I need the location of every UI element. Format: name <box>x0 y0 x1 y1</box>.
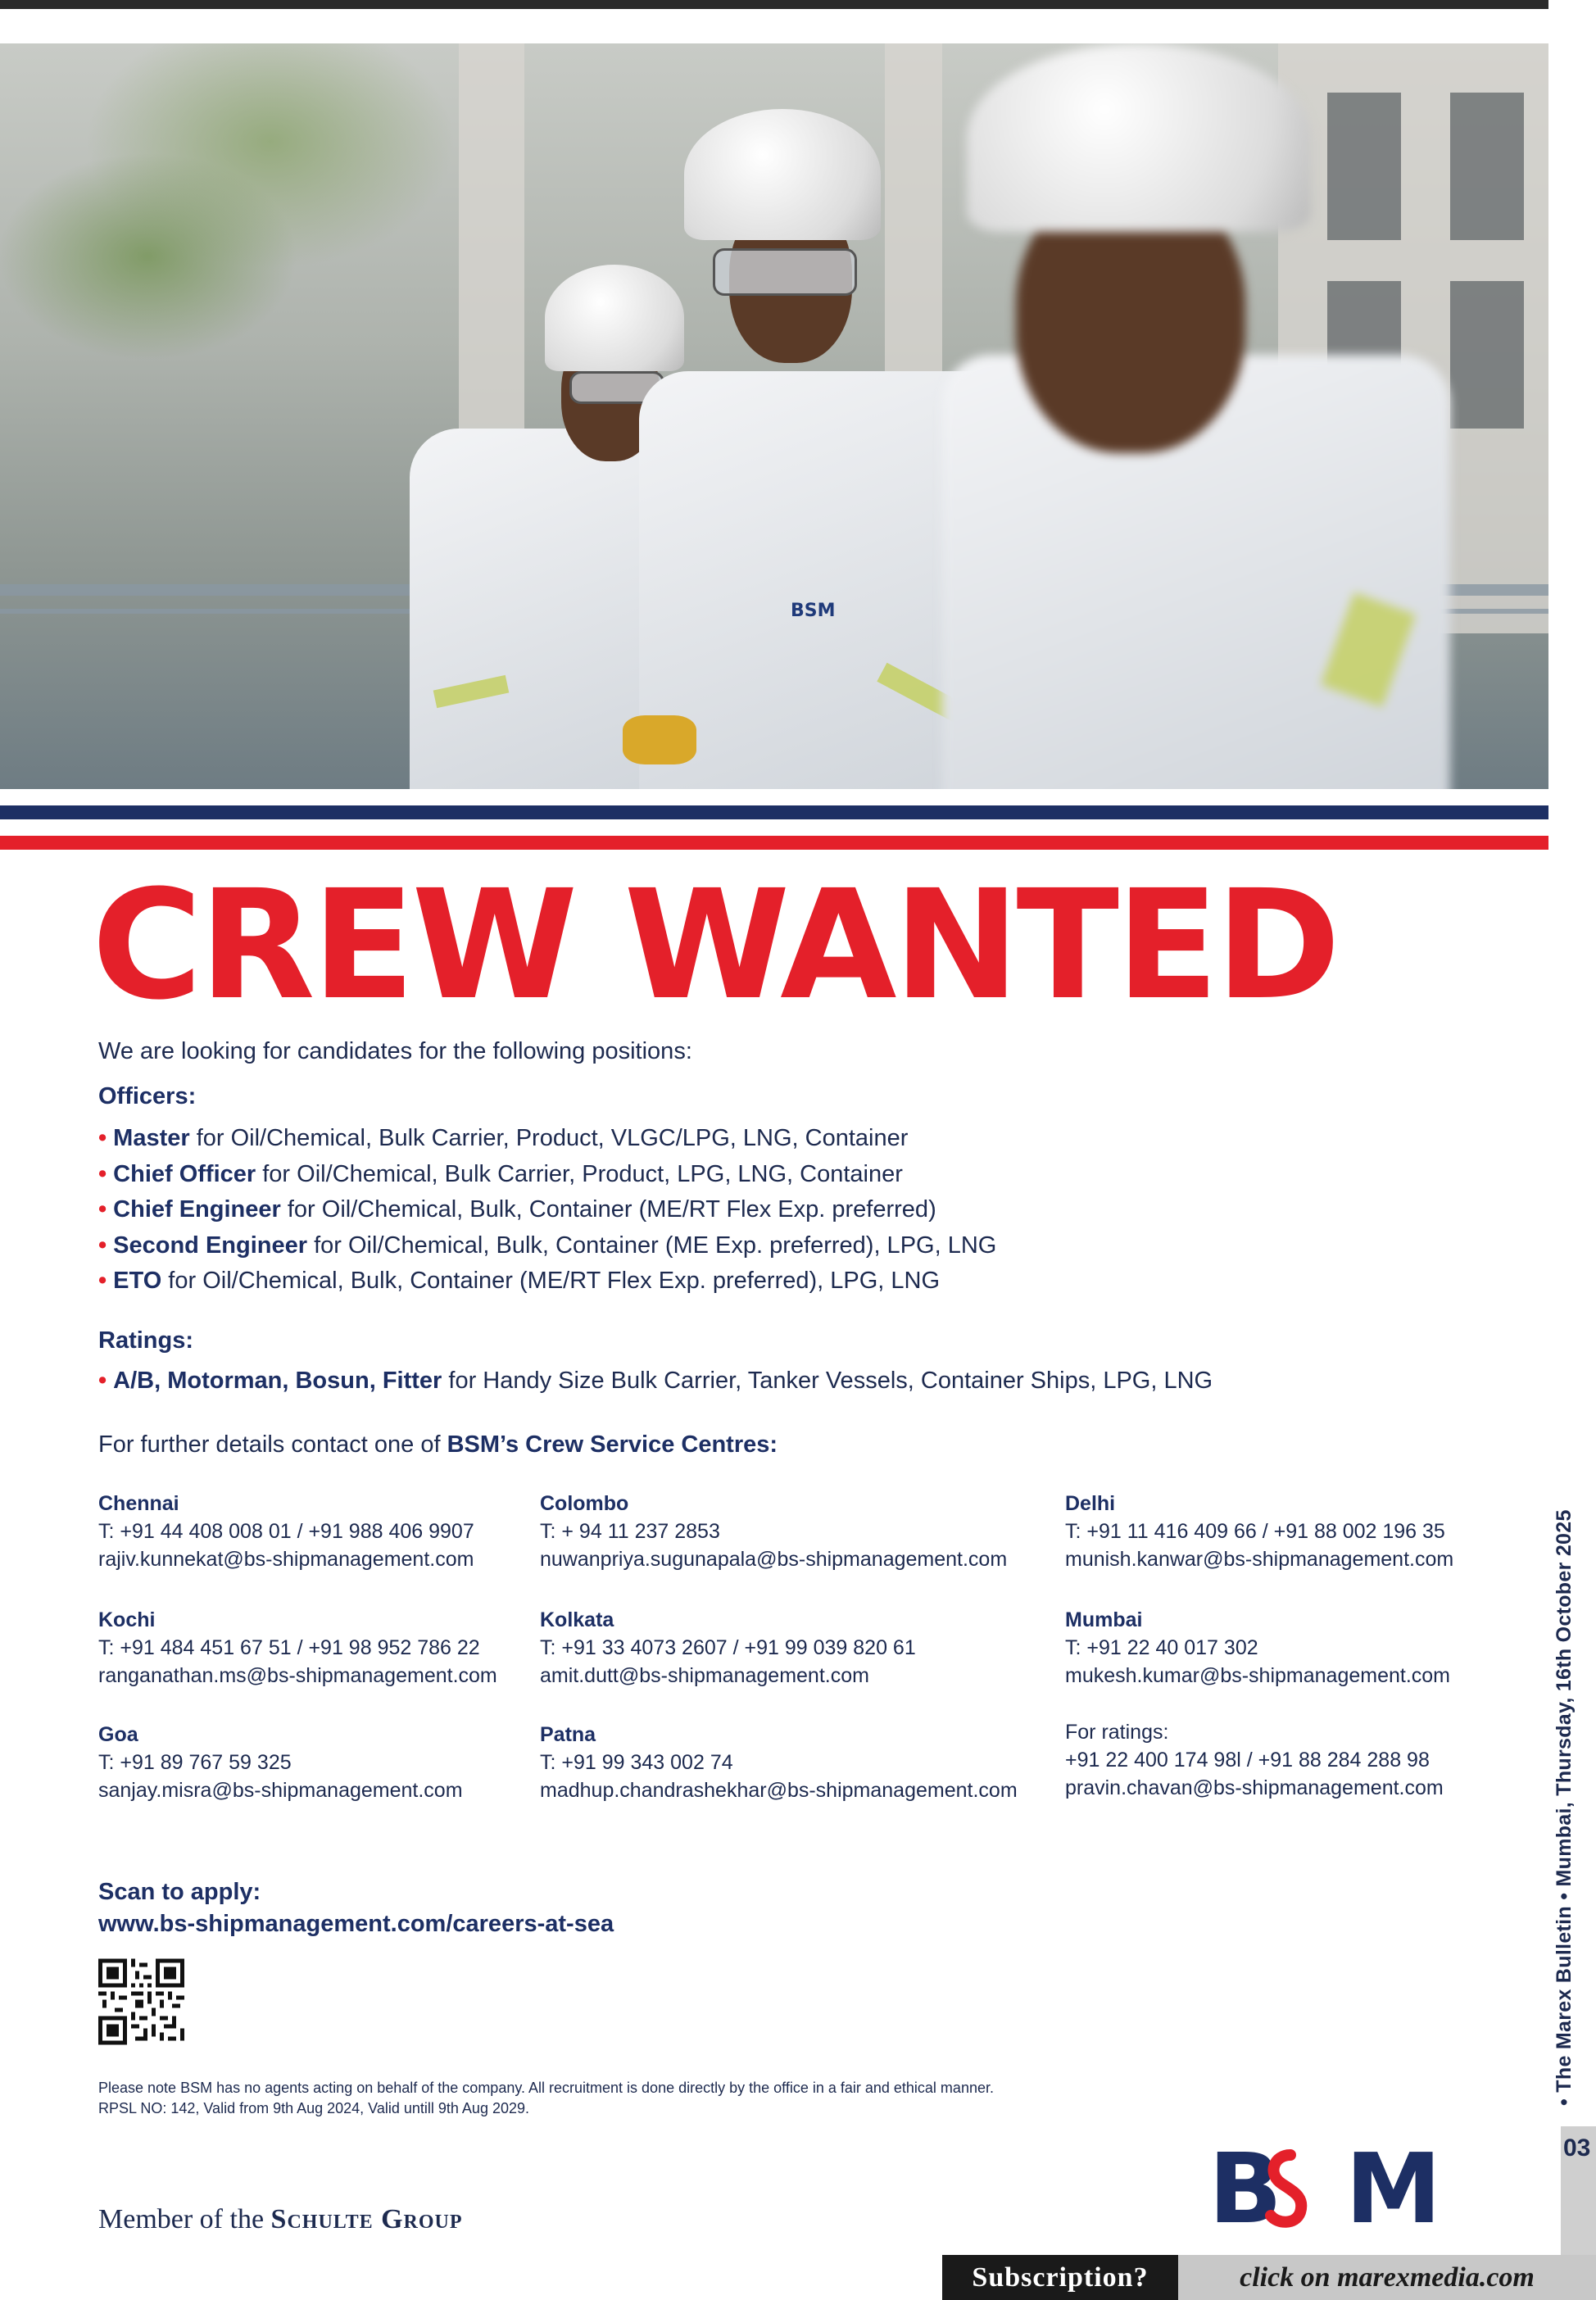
apply-block <box>98 1876 614 1940</box>
subscription-bar <box>942 2255 1596 2300</box>
subscription-label: Subscription? <box>942 2255 1178 2300</box>
publication-sidebar: • The Marex Bulletin • Mumbai, Thursday, 16th October 2025 <box>1553 1509 1576 2106</box>
group-name: Schulte Group <box>270 2204 463 2234</box>
office-mumbai <box>1065 1606 1450 1690</box>
bsm-logo <box>1208 2140 1454 2230</box>
office-phone: T: + 94 11 237 2853 <box>540 1520 720 1543</box>
list-item <box>98 1157 996 1193</box>
office-email[interactable]: mukesh.kumar@bs-shipmanagement.com <box>1065 1664 1451 1687</box>
office-phone: T: +91 89 767 59 325 <box>98 1751 292 1774</box>
list-item <box>98 1228 996 1264</box>
position-role: ETO <box>113 1268 162 1294</box>
red-stripe <box>0 836 1548 850</box>
office-email[interactable]: munish.kanwar@bs-shipmanagement.com <box>1065 1548 1454 1571</box>
office-kochi <box>98 1606 497 1690</box>
office-patna <box>540 1721 1018 1804</box>
office-city: Chennai <box>98 1492 179 1515</box>
position-role: A/B, Motorman, Bosun, Fitter <box>113 1368 442 1394</box>
office-phone: T: +91 11 416 409 66 / +91 88 002 196 35 <box>1065 1520 1445 1543</box>
position-desc: for Oil/Chemical, Bulk, Container (ME/RT Flex Exp. preferred) <box>280 1196 936 1223</box>
office-city: Colombo <box>540 1492 629 1515</box>
subscription-link[interactable]: click on marexmedia.com <box>1178 2255 1596 2300</box>
office-email[interactable]: rajiv.kunnekat@bs-shipmanagement.com <box>98 1548 474 1571</box>
list-item <box>98 1363 1213 1400</box>
position-role: Chief Engineer <box>113 1196 281 1223</box>
list-item <box>98 1121 996 1157</box>
intro-text: We are looking for candidates for the following positions: <box>98 1038 692 1064</box>
rpsl-line: RPSL NO: 142, Valid from 9th Aug 2024, Valid untill 9th Aug 2029. <box>98 2100 529 2116</box>
photo-bsm-badge: BSM <box>791 601 836 621</box>
office-phone: T: +91 22 40 017 302 <box>1065 1636 1258 1659</box>
office-city: Kochi <box>98 1608 156 1631</box>
office-delhi <box>1065 1490 1453 1573</box>
ratings-title: Ratings: <box>98 1327 193 1354</box>
bullet-dot: • <box>98 1268 107 1294</box>
office-ratings <box>1065 1718 1444 1802</box>
bullet-dot: • <box>98 1368 107 1394</box>
office-city: Kolkata <box>540 1608 614 1631</box>
office-email[interactable]: sanjay.misra@bs-shipmanagement.com <box>98 1779 463 1802</box>
bullet-dot: • <box>98 1160 107 1187</box>
office-email[interactable]: ranganathan.ms@bs-shipmanagement.com <box>98 1664 497 1687</box>
bullet-dot: • <box>98 1232 107 1259</box>
position-role: Master <box>113 1125 190 1151</box>
office-phone: T: +91 33 4073 2607 / +91 99 039 820 61 <box>540 1636 916 1659</box>
office-phone: T: +91 99 343 002 74 <box>540 1751 733 1774</box>
disclaimer-line: Please note BSM has no agents acting on behalf of the company. All recruitment is done directly by the office in a fair and ethical manner. <box>98 2080 994 2096</box>
office-email[interactable]: pravin.chavan@bs-shipmanagement.com <box>1065 1776 1444 1799</box>
office-colombo <box>540 1490 1007 1573</box>
navy-stripe <box>0 805 1548 819</box>
officers-list <box>98 1121 996 1300</box>
bullet-dot: • <box>98 1125 107 1151</box>
office-chennai <box>98 1490 474 1573</box>
office-phone: T: +91 44 408 008 01 / +91 988 406 9907 <box>98 1520 474 1543</box>
position-desc: for Oil/Chemical, Bulk, Container (ME/RT Flex Exp. preferred), LPG, LNG <box>161 1268 941 1294</box>
member-of-group <box>98 2204 463 2235</box>
top-rule <box>0 0 1548 9</box>
position-role: Chief Officer <box>113 1160 256 1187</box>
bsm-logo-text: BSM <box>1208 2140 1439 2230</box>
building-window <box>1327 93 1401 240</box>
position-desc: for Oil/Chemical, Bulk Carrier, Product, VLGC/LPG, LNG, Container <box>189 1125 909 1151</box>
building-window <box>1450 281 1524 429</box>
officers-title: Officers: <box>98 1083 197 1109</box>
hero-photo <box>0 43 1548 789</box>
office-email[interactable]: amit.dutt@bs-shipmanagement.com <box>540 1664 869 1687</box>
office-city: Goa <box>98 1723 138 1746</box>
list-item <box>98 1263 996 1300</box>
careers-link[interactable]: www.bs-shipmanagement.com/careers-at-sea <box>98 1911 614 1937</box>
contact-intro-text: For further details contact one of <box>98 1431 447 1458</box>
office-phone: +91 22 400 174 98l / +91 88 284 288 98 <box>1065 1749 1430 1771</box>
office-phone: T: +91 484 451 67 51 / +91 98 952 786 22 <box>98 1636 480 1659</box>
office-ratings-label: For ratings: <box>1065 1721 1169 1744</box>
list-item <box>98 1192 996 1228</box>
contact-intro <box>98 1431 778 1458</box>
bullet-dot: • <box>98 1196 107 1223</box>
position-desc: for Handy Size Bulk Carrier, Tanker Vessels, Container Ships, LPG, LNG <box>442 1368 1213 1394</box>
building-window <box>1450 93 1524 240</box>
office-city: Delhi <box>1065 1492 1116 1515</box>
disclaimer <box>98 2078 994 2119</box>
position-desc: for Oil/Chemical, Bulk Carrier, Product, LPG, LNG, Container <box>256 1160 903 1187</box>
office-goa <box>98 1721 463 1804</box>
page-number: 03 <box>1563 2134 1591 2162</box>
qr-code[interactable] <box>98 1956 184 2048</box>
office-email[interactable]: madhup.chandrashekhar@bs-shipmanagement.com <box>540 1779 1018 1802</box>
contact-intro-bold: BSM’s Crew Service Centres: <box>447 1431 778 1458</box>
position-role: Second Engineer <box>113 1232 308 1259</box>
apply-label: Scan to apply: <box>98 1879 261 1905</box>
office-kolkata <box>540 1606 916 1690</box>
ratings-list <box>98 1363 1213 1400</box>
office-city: Mumbai <box>1065 1608 1143 1631</box>
headline: CREW WANTED <box>92 858 1338 1033</box>
position-desc: for Oil/Chemical, Bulk, Container (ME Exp. preferred), LPG, LNG <box>307 1232 997 1259</box>
office-city: Patna <box>540 1723 596 1746</box>
member-prefix: Member of the <box>98 2204 271 2234</box>
office-email[interactable]: nuwanpriya.sugunapala@bs-shipmanagement.com <box>540 1548 1008 1571</box>
